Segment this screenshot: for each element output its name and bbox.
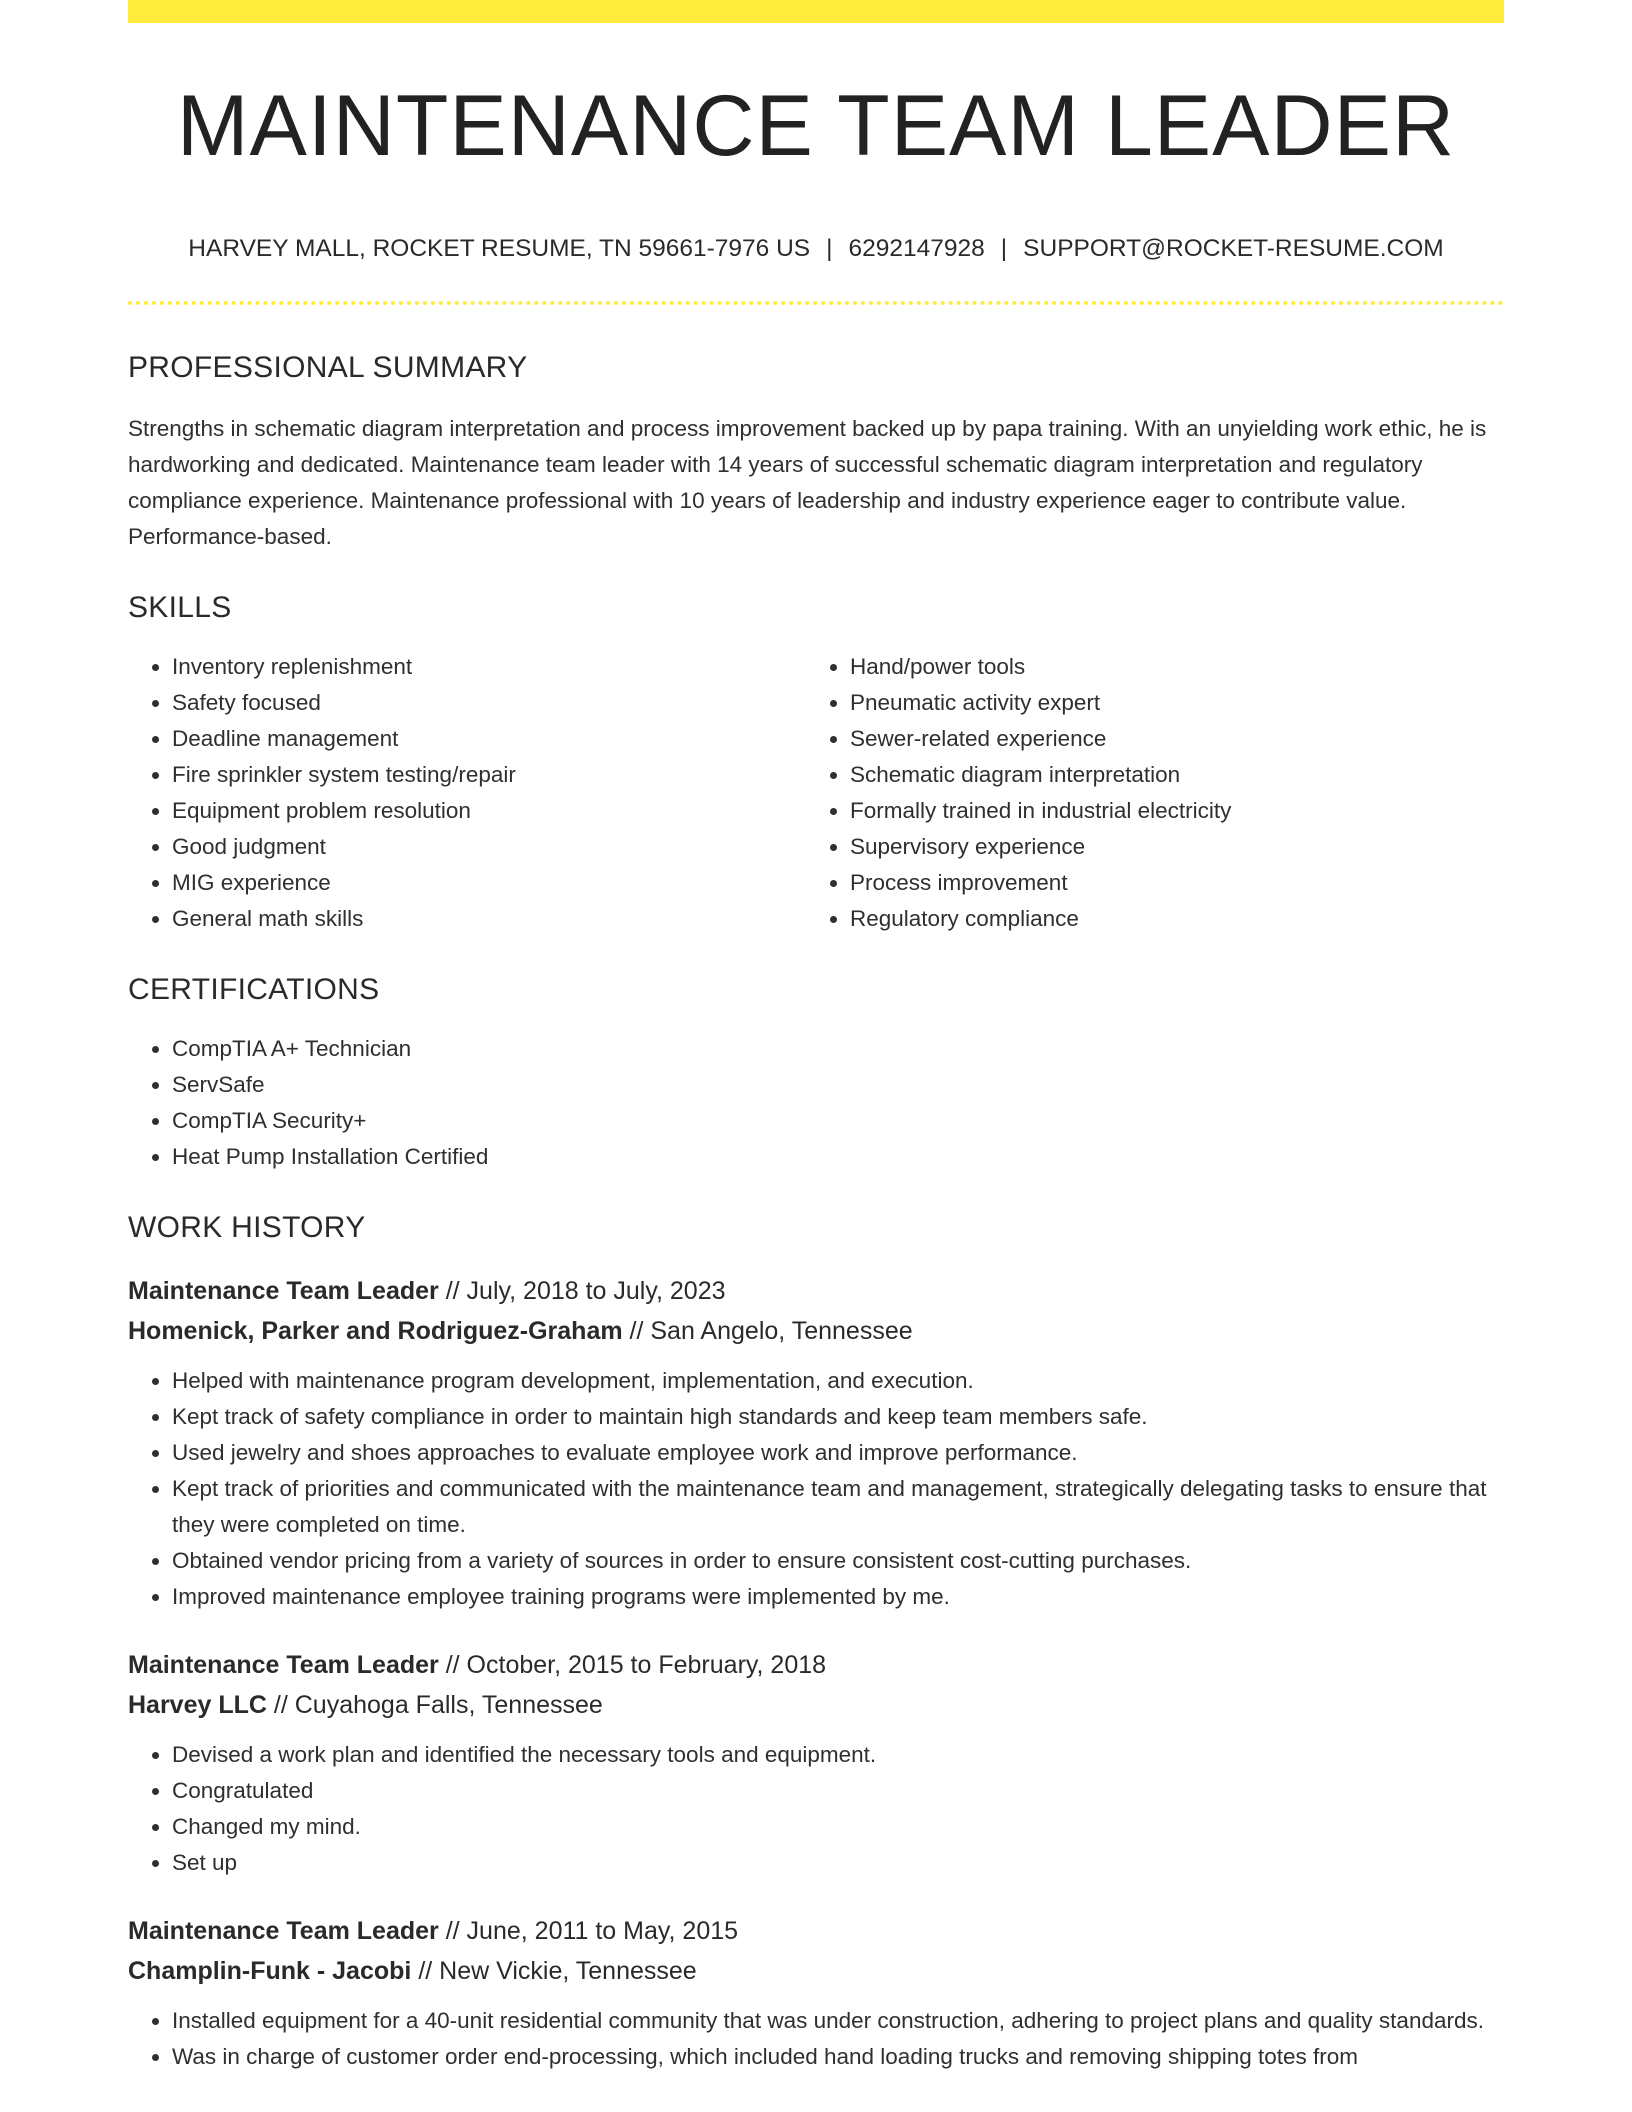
job-title: Maintenance Team Leader <box>128 1916 439 1945</box>
contact-email: SUPPORT@ROCKET-RESUME.COM <box>1023 235 1444 262</box>
job-bullet: • Congratulated <box>172 1773 1504 1809</box>
work-history-section <box>128 1210 1504 2075</box>
job-dates: // July, 2018 to July, 2023 <box>445 1276 726 1305</box>
job-bullet: • Was in charge of customer order end-processing, which included hand loading trucks and removing shipping totes from <box>172 2039 1504 2075</box>
skill-item: • Sewer-related experience <box>850 721 1484 757</box>
certifications-list <box>128 1031 1504 1175</box>
job-company-line <box>128 1951 1504 1991</box>
job-company-line <box>128 1311 1504 1351</box>
job-bullets <box>128 1363 1504 1615</box>
section-heading-summary: PROFESSIONAL SUMMARY <box>128 350 528 384</box>
skill-item: • Safety focused <box>172 685 806 721</box>
job-entry <box>128 1271 1504 1615</box>
contact-phone: 6292147928 <box>848 235 985 262</box>
job-dates: // October, 2015 to February, 2018 <box>445 1650 827 1679</box>
skill-item: • Pneumatic activity expert <box>850 685 1484 721</box>
skill-item: • Process improvement <box>850 865 1484 901</box>
skills-columns <box>128 649 1504 937</box>
certifications-section <box>128 972 1504 1175</box>
job-bullet: • Helped with maintenance program development, implementation, and execution. <box>172 1363 1504 1399</box>
job-bullet: • Changed my mind. <box>172 1809 1504 1845</box>
skill-item: • Deadline management <box>172 721 806 757</box>
job-bullet: • Devised a work plan and identified the necessary tools and equipment. <box>172 1737 1504 1773</box>
skills-section <box>128 590 1504 937</box>
skill-item: • Hand/power tools <box>850 649 1484 685</box>
job-title-line <box>128 1645 1504 1685</box>
skill-item: • Formally trained in industrial electricity <box>850 793 1484 829</box>
contact-address: HARVEY MALL, ROCKET RESUME, TN 59661-7976 US <box>188 235 811 262</box>
skills-column-left <box>128 649 806 937</box>
skill-item: • Good judgment <box>172 829 806 865</box>
skill-item: • Regulatory compliance <box>850 901 1484 937</box>
section-heading-certifications: CERTIFICATIONS <box>128 972 380 1006</box>
job-location: // Cuyahoga Falls, Tennessee <box>273 1690 603 1719</box>
resume-page <box>128 0 1504 2075</box>
summary-text: Strengths in schematic diagram interpretation and process improvement backed up by papa training. With an unyielding work ethic, he is hardworking and dedicated. Maintenance team leader with 14 years of successful schematic diagram interpretation and regulatory compliance experience. Maintenance professional with 10 years of leadership and industry experience eager to contribute value. Performance-based. <box>128 415 1487 549</box>
resume-title: MAINTENANCE TEAM LEADER <box>176 78 1456 174</box>
job-title-line <box>128 1911 1504 1951</box>
job-bullet: • Obtained vendor pricing from a variety of sources in order to ensure consistent cost-cutting purchases. <box>172 1543 1504 1579</box>
skill-item: • Inventory replenishment <box>172 649 806 685</box>
skills-list-right <box>806 649 1484 937</box>
contact-separator: | <box>826 235 833 262</box>
job-company-line <box>128 1685 1504 1725</box>
professional-summary-section <box>128 350 1504 555</box>
job-bullet: • Kept track of priorities and communicated with the maintenance team and management, strategically delegating tasks to ensure that they were completed on time. <box>172 1471 1504 1543</box>
skills-list-left <box>128 649 806 937</box>
job-bullet: • Set up <box>172 1845 1504 1881</box>
certification-item: • ServSafe <box>172 1067 1504 1103</box>
dotted-divider <box>128 301 1504 305</box>
skill-item: • MIG experience <box>172 865 806 901</box>
job-company: Champlin-Funk - Jacobi <box>128 1956 412 1985</box>
certification-item: • CompTIA Security+ <box>172 1103 1504 1139</box>
job-title-line <box>128 1271 1504 1311</box>
job-bullet: • Kept track of safety compliance in order to maintain high standards and keep team members safe. <box>172 1399 1504 1435</box>
job-location: // New Vickie, Tennessee <box>418 1956 697 1985</box>
job-entry <box>128 1645 1504 1881</box>
job-bullets <box>128 1737 1504 1881</box>
job-bullets <box>128 2003 1504 2075</box>
job-bullet: • Used jewelry and shoes approaches to evaluate employee work and improve performance. <box>172 1435 1504 1471</box>
job-entry <box>128 1911 1504 2075</box>
skill-item: • Fire sprinkler system testing/repair <box>172 757 806 793</box>
accent-top-bar <box>128 0 1504 23</box>
job-dates: // June, 2011 to May, 2015 <box>445 1916 739 1945</box>
job-bullet: • Installed equipment for a 40-unit residential community that was under construction, adhering to project plans and quality standards. <box>172 2003 1504 2039</box>
contact-separator: | <box>1000 235 1008 262</box>
job-company: Harvey LLC <box>128 1690 267 1719</box>
job-location: // San Angelo, Tennessee <box>629 1316 913 1345</box>
job-title: Maintenance Team Leader <box>128 1650 439 1679</box>
contact-line <box>128 237 1504 262</box>
skills-column-right <box>806 649 1484 937</box>
section-heading-skills: SKILLS <box>128 590 232 624</box>
certification-item: • Heat Pump Installation Certified <box>172 1139 1504 1175</box>
skill-item: • Schematic diagram interpretation <box>850 757 1484 793</box>
section-heading-work-history: WORK HISTORY <box>128 1210 366 1244</box>
job-title: Maintenance Team Leader <box>128 1276 439 1305</box>
job-company: Homenick, Parker and Rodriguez-Graham <box>128 1316 623 1345</box>
certification-item: • CompTIA A+ Technician <box>172 1031 1504 1067</box>
job-bullet: • Improved maintenance employee training programs were implemented by me. <box>172 1579 1504 1615</box>
skill-item: • General math skills <box>172 901 806 937</box>
skill-item: • Equipment problem resolution <box>172 793 806 829</box>
skill-item: • Supervisory experience <box>850 829 1484 865</box>
